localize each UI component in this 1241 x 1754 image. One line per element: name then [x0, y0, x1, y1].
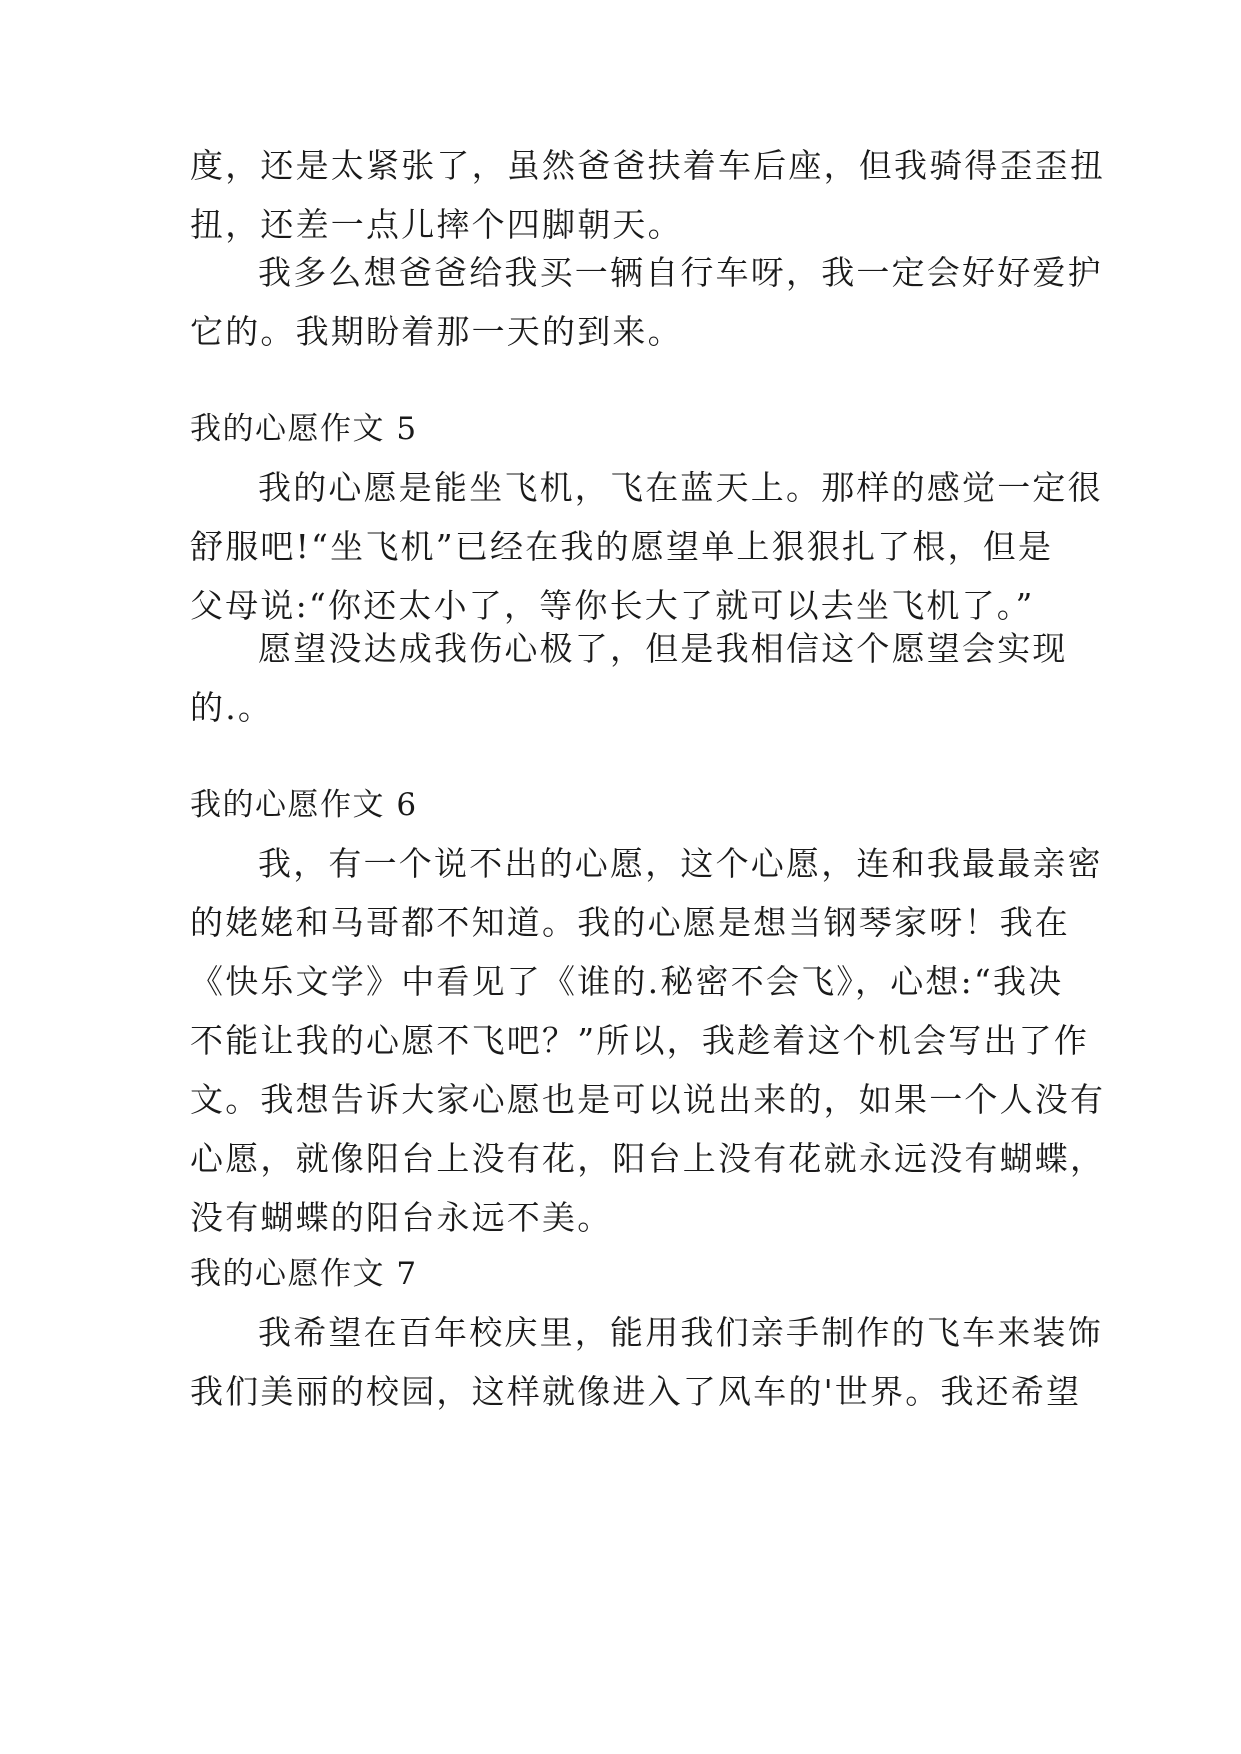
text-line: 我多么想爸爸给我买一辆自行车呀，我一定会好好爱护 [258, 253, 1103, 292]
text-line: 的姥姥和马哥都不知道。我的心愿是想当钢琴家呀！我在 [190, 903, 1070, 942]
text-line: 我希望在百年校庆里，能用我们亲手制作的飞车来装饰 [258, 1313, 1103, 1352]
section-5-paragraph-1 [190, 458, 1103, 635]
text-line: 它的。我期盼着那一天的到来。 [190, 312, 683, 351]
section-heading: 我的心愿作文 7 [190, 1256, 418, 1292]
section-6-paragraph-1 [190, 834, 1106, 1247]
text-line: 《快乐文学》中看见了《谁的.秘密不会飞》，心想:“我决 [190, 962, 1064, 1001]
text-line: 扭，还差一点儿摔个四脚朝天。 [190, 205, 683, 244]
intro-paragraph-1 [190, 136, 1106, 254]
section-heading: 我的心愿作文 6 [190, 787, 418, 823]
text-line: 不能让我的心愿不飞吧？”所以，我趁着这个机会写出了作 [190, 1021, 1090, 1060]
text-line: 度，还是太紧张了，虽然爸爸扶着车后座，但我骑得歪歪扭 [190, 146, 1106, 185]
text-line: 的.。 [190, 688, 274, 727]
intro-paragraph-2 [190, 243, 1103, 361]
text-line: 我的心愿是能坐飞机，飞在蓝天上。那样的感觉一定很 [258, 468, 1103, 507]
section-heading: 我的心愿作文 5 [190, 411, 418, 447]
text-line: 心愿，就像阳台上没有花，阳台上没有花就永远没有蝴蝶， [190, 1139, 1106, 1178]
text-line: 父母说:“你还太小了，等你长大了就可以去坐飞机了。” [190, 586, 1035, 625]
text-line: 我，有一个说不出的心愿，这个心愿，连和我最最亲密 [258, 844, 1103, 883]
text-line: 我们美丽的校园，这样就像进入了风车的'世界。我还希望 [190, 1372, 1082, 1411]
text-line: 文。我想告诉大家心愿也是可以说出来的，如果一个人没有 [190, 1080, 1106, 1119]
text-line: 舒服吧!“坐飞机”已经在我的愿望单上狠狠扎了根，但是 [190, 527, 1054, 566]
section-7-heading [190, 1245, 1060, 1304]
section-7-paragraph-1 [190, 1303, 1103, 1421]
section-5-heading [190, 400, 1060, 459]
text-line: 没有蝴蝶的阳台永远不美。 [190, 1198, 613, 1237]
section-5-paragraph-2 [190, 619, 1068, 737]
text-line: 愿望没达成我伤心极了，但是我相信这个愿望会实现 [258, 629, 1068, 668]
section-6-heading [190, 776, 1060, 835]
